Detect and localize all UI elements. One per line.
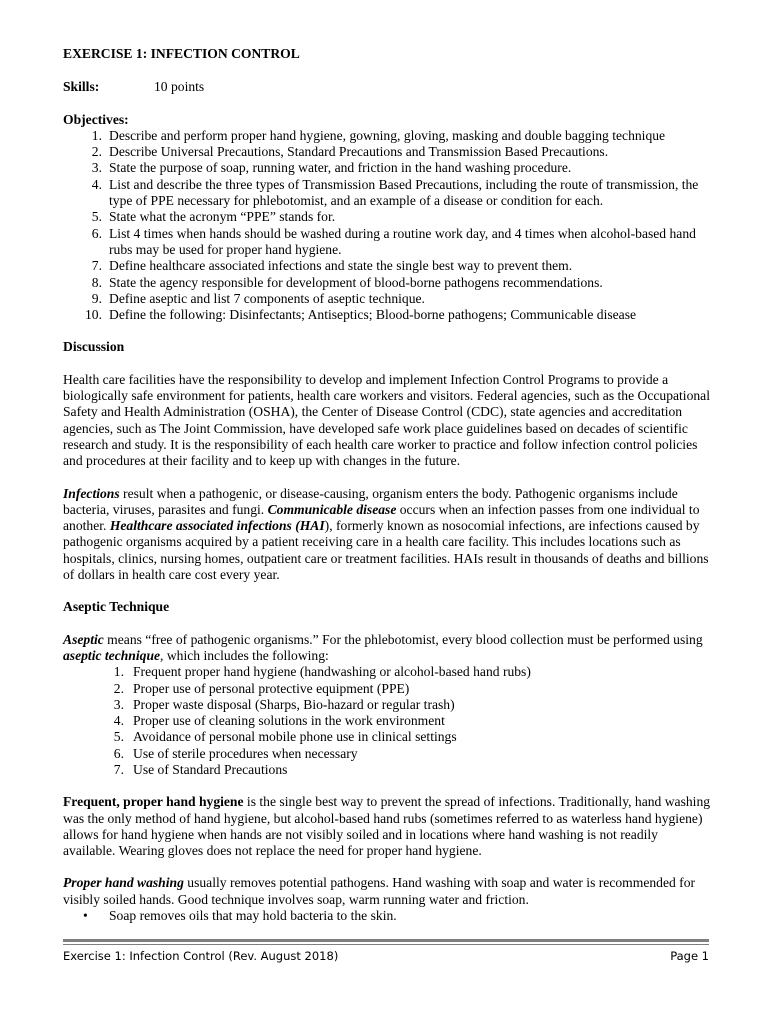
aseptic-item: 4. Proper use of cleaning solutions in the work environment <box>113 713 445 729</box>
objective-item: 2. Describe Universal Precautions, Standard Precautions and Transmission Based Precautions. <box>91 144 609 160</box>
objective-item: 4. List and describe the three types of Transmission Based Precautions, including the route of transmission, the type of PPE necessary for phlebotomist, and an example of a disease or condition for each. <box>91 176 699 209</box>
objective-item: 3. State the purpose of soap, running water, and friction in the hand washing procedure. <box>91 160 572 176</box>
discussion-paragraph-2: Infections result when a pathogenic, or disease-causing, organism enters the body. Pathogenic organisms include bacteria, viruses, parasites and fungi. Communicable disease occurs when an infection passes from one individual to another. Healthcare associated infections (HAI), formerly known as nosocomial infections, are infections caused by pathogenic organisms acquired by a patient receiving care in a health care facility. This includes locations such as hospitals, clinics, nursing homes, outpatient care or treatment facilities. HAIs result in thousands of deaths and billions of dollars in health care cost every year. <box>63 485 709 583</box>
aseptic-technique-heading: Aseptic Technique <box>63 599 170 615</box>
aseptic-list <box>101 664 713 778</box>
objectives-list <box>63 128 713 324</box>
term-hai: Healthcare associated infections (HAI <box>109 518 325 534</box>
objective-item: 9. Define aseptic and list 7 components of aseptic technique. <box>91 290 425 306</box>
skills-row <box>63 79 713 95</box>
objective-item: 10. Define the following: Disinfectants; Antiseptics; Blood-borne pathogens; Communicable disease <box>85 307 637 323</box>
aseptic-intro: Aseptic means “free of pathogenic organisms.” For the phlebotomist, every blood collection must be performed using aseptic technique, which includes the following: <box>63 631 703 663</box>
aseptic-item: 7. Use of Standard Precautions <box>113 761 288 777</box>
footer-document-title: Exercise 1: Infection Control (Rev. August 2018) <box>63 949 339 963</box>
term-infections: Infections <box>63 485 120 501</box>
objective-item: 1. Describe and perform proper hand hygiene, gowning, gloving, masking and double bagging technique <box>91 127 666 143</box>
bullet-item: • Soap removes oils that may hold bacteria to the skin. <box>83 908 397 924</box>
aseptic-item: 6. Use of sterile procedures when necessary <box>113 745 358 761</box>
aseptic-item: 3. Proper waste disposal (Sharps, Bio-hazard or regular trash) <box>113 696 455 712</box>
page-number: Page 1 <box>670 949 709 963</box>
objectives-heading: Objectives: <box>63 111 129 127</box>
discussion-paragraph-1: Health care facilities have the responsibility to develop and implement Infection Control Programs to provide a biologically safe environment for patients, health care workers and visitors. Federal agencies, such as the Occupational Safety and Health Administration (OSHA), the Center of Disease Control (CDC), state agencies and accreditation agencies, such as The Joint Commission, have developed safe work place guidelines based on decades of scientific research and study. It is the responsibility of each health care worker to practice and follow infection control policies and procedures at their facility and to keep up with changes in the future. <box>63 371 710 469</box>
footer-rule-thin <box>63 944 709 945</box>
bullet-icon: • <box>83 908 88 924</box>
hand-washing-paragraph: Proper hand washing usually removes potential pathogens. Hand washing with soap and water is recommended for visibly soiled hands. Good technique involves soap, warm running water and friction. <box>63 875 696 907</box>
objective-item: 8. State the agency responsible for development of blood-borne pathogens recommendations. <box>91 274 603 290</box>
objective-item: 5. State what the acronym “PPE” stands for. <box>91 209 336 225</box>
document-body <box>63 46 713 924</box>
page-footer <box>63 949 709 963</box>
term-hand-hygiene: Frequent, proper hand hygiene <box>63 794 244 810</box>
aseptic-item: 1. Frequent proper hand hygiene (handwashing or alcohol-based hand rubs) <box>113 664 531 680</box>
footer-rule-thick <box>63 939 709 942</box>
discussion-heading: Discussion <box>63 339 125 355</box>
term-hand-washing: Proper hand washing <box>63 875 184 891</box>
skills-value: 10 points <box>154 79 205 95</box>
hand-washing-bullets <box>63 908 713 924</box>
objective-item: 7. Define healthcare associated infections and state the single best way to prevent them. <box>91 258 573 274</box>
term-communicable-disease: Communicable disease <box>267 501 397 517</box>
objective-item: 6. List 4 times when hands should be washed during a routine work day, and 4 times when alcohol-based hand rubs may be used for proper hand hygiene. <box>91 225 696 257</box>
hand-hygiene-paragraph: Frequent, proper hand hygiene is the single best way to prevent the spread of infections. Traditionally, hand washing was the only method of hand hygiene, but alcohol-based hand rubs (sometimes referred to as waterless hand hygiene) allows for hand hygiene when hands are not visibly soiled and in locations where hand washing is not readily available. Wearing gloves does not replace the need for proper hand hygiene. <box>63 794 711 859</box>
term-aseptic: Aseptic <box>63 631 104 647</box>
skills-label: Skills: <box>63 79 100 95</box>
aseptic-item: 5. Avoidance of personal mobile phone use in clinical settings <box>113 729 457 745</box>
term-aseptic-technique: aseptic technique <box>63 647 161 663</box>
aseptic-item: 2. Proper use of personal protective equipment (PPE) <box>113 680 410 696</box>
exercise-title: EXERCISE 1: INFECTION CONTROL <box>63 46 300 61</box>
